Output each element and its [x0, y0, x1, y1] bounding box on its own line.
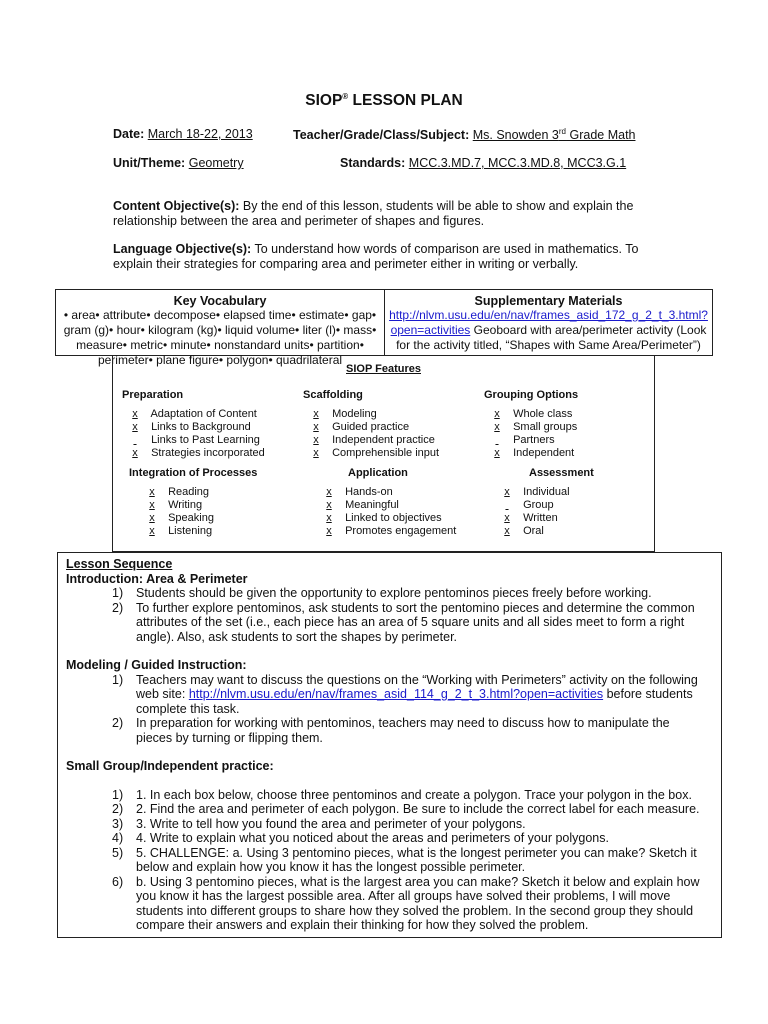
- teacher-field: [293, 127, 636, 142]
- feature-item: Links to Past Learning: [151, 434, 260, 446]
- standards-field: [340, 156, 626, 170]
- unit-label: Unit/Theme:: [113, 156, 186, 170]
- list-item: 2) 2. Find the area and perimeter of each polygon. Be sure to include the correct label for each measure.: [112, 802, 700, 816]
- feature-heading: Assessment: [529, 467, 594, 479]
- feature-item: x Strategies incorporated: [132, 447, 265, 459]
- date-field: [113, 127, 253, 141]
- feature-column-integration: [129, 467, 257, 538]
- feature-item: x Guided practice: [313, 421, 410, 433]
- feature-column-preparation: [122, 389, 265, 460]
- feature-item: x Meaningful: [326, 499, 399, 511]
- feature-heading: Grouping Options: [484, 389, 579, 401]
- list-item: 1) 1. In each box below, choose three pentominos and create a polygon. Trace your polygon in the box.: [112, 787, 692, 802]
- feature-heading: Scaffolding: [303, 389, 363, 401]
- small-group-heading: Small Group/Independent practice:: [66, 759, 274, 773]
- list-item: 6) b. Using 3 pentomino pieces, what is the largest area you can make? Sketch it below and explain how you know it has the largest possible area. After all groups have solved their problems, I will move students into different groups to share how they solved the problem. In the second group they should compare their answers and explain their thinking for how they solved the problem.: [112, 874, 700, 932]
- date-label: Date:: [113, 127, 145, 141]
- feature-heading: Application: [348, 467, 408, 479]
- feature-item: x Speaking: [149, 512, 214, 524]
- lesson-sequence: [66, 557, 706, 933]
- feature-item: x Individual: [504, 486, 570, 498]
- supplementary-materials-box: [384, 289, 713, 356]
- language-objective: Language Objective(s): To understand how words of comparison are used in mathematics. To explain their strategies for comparing area and perimeter either in writing or verbally.: [113, 242, 639, 271]
- key-vocabulary-box: [55, 289, 385, 367]
- key-vocabulary-text: • area• attribute• decompose• elapsed time• estimate• gap• gram (g)• hour• kilogram (kg)• liquid volume• liter (l)• mass• measure• metric• minute• nonstandard units• partition• perimeter• plane figure• polygon• quadrilateral: [63, 308, 377, 367]
- list-item: 4) 4. Write to explain what you noticed about the areas and perimeters of your polygons.: [112, 831, 609, 845]
- supplementary-link[interactable]: http://nlvm.usu.edu/en/nav/frames_asid_172_g_2_t_3.html?open=activities: [389, 308, 708, 337]
- feature-item: x Comprehensible input: [313, 447, 440, 459]
- supplementary-heading: Supplementary Materials: [474, 294, 623, 308]
- feature-item: x Promotes engagement: [326, 525, 457, 537]
- list-item: 1) Students should be given the opportunity to explore pentominos pieces freely before working.: [112, 586, 652, 600]
- feature-column-grouping: [484, 389, 578, 460]
- supplementary-text: http://nlvm.usu.edu/en/nav/frames_asid_172_g_2_t_3.html?open=activities Geoboard with area/perimeter activity (Look for the activity titled, “Shapes with Same Area/Perimeter”): [389, 308, 708, 352]
- feature-item: x Oral: [504, 525, 544, 537]
- feature-item: x Links to Background: [132, 421, 251, 433]
- feature-item: x Listening: [149, 525, 213, 537]
- standards-label: Standards:: [340, 156, 406, 170]
- list-item: 5) 5. CHALLENGE: a. Using 3 pentomino pieces, what is the longest perimeter you can make? Sketch it below and explain how you know it has the longest possible perimeter.: [112, 845, 697, 874]
- key-vocabulary-heading: Key Vocabulary: [173, 294, 267, 308]
- page-title: SIOP® LESSON PLAN: [305, 92, 463, 110]
- unit-field: [113, 156, 244, 170]
- feature-item: x Linked to objectives: [326, 512, 442, 524]
- standards-value: MCC.3.MD.7, MCC.3.MD.8, MCC3.G.1: [408, 156, 627, 170]
- feature-column-application: [316, 467, 456, 538]
- list-item: 3) 3. Write to tell how you found the area and perimeter of your polygons.: [112, 816, 526, 831]
- feature-item: x Whole class: [494, 408, 573, 420]
- feature-item: x Modeling: [313, 408, 377, 420]
- siop-features-title: SIOP Features: [346, 363, 421, 375]
- date-value: March 18-22, 2013: [147, 127, 253, 141]
- feature-item: x Independent practice: [313, 434, 435, 446]
- feature-column-assessment: [494, 467, 594, 538]
- feature-item: x Adaptation of Content: [132, 408, 257, 420]
- lesson-sequence-heading: Lesson Sequence: [66, 557, 173, 571]
- feature-heading: Preparation: [122, 389, 184, 401]
- perimeters-activity-link[interactable]: http://nlvm.usu.edu/en/nav/frames_asid_114_g_2_t_3.html?open=activities: [188, 687, 604, 701]
- feature-column-scaffolding: [303, 389, 439, 460]
- content-objective: Content Objective(s): By the end of this lesson, students will be able to show and explain the relationship between the area and perimeter of shapes and figures.: [113, 199, 634, 228]
- feature-item: x Small groups: [494, 421, 578, 433]
- feature-item: x Independent: [494, 447, 575, 459]
- feature-heading: Integration of Processes: [129, 467, 258, 479]
- teacher-label: Teacher/Grade/Class/Subject:: [293, 128, 470, 143]
- feature-item: Group: [523, 499, 554, 511]
- feature-item: x Written: [504, 512, 558, 524]
- modeling-heading: Modeling / Guided Instruction:: [66, 658, 247, 672]
- introduction-heading: Introduction: Area & Perimeter: [66, 571, 248, 586]
- list-item: 2) To further explore pentominos, ask students to sort the pentomino pieces and determine the common attributes of the set (i.e., each piece has an area of 5 square units and all sides meet to form a right angle). Also, ask students to sort the shapes by perimeter.: [112, 600, 695, 644]
- list-item: 2) In preparation for working with pentominos, teachers may need to discuss how to manipulate the pieces by turning or flipping them.: [112, 716, 670, 745]
- feature-item: x Writing: [149, 499, 203, 511]
- feature-item: x Reading: [149, 486, 210, 498]
- feature-item: x Hands-on: [326, 486, 393, 498]
- unit-value: Geometry: [188, 156, 244, 170]
- feature-item: Partners: [513, 434, 555, 446]
- list-item: 1) Teachers may want to discuss the questions on the “Working with Perimeters” activity on the following web site: http://nlvm.usu.edu/en/nav/frames_asid_114_g_2_t_3.html?open=activities before students complete this task.: [112, 672, 698, 716]
- teacher-value: Ms. Snowden 3rd Grade Math: [472, 127, 636, 143]
